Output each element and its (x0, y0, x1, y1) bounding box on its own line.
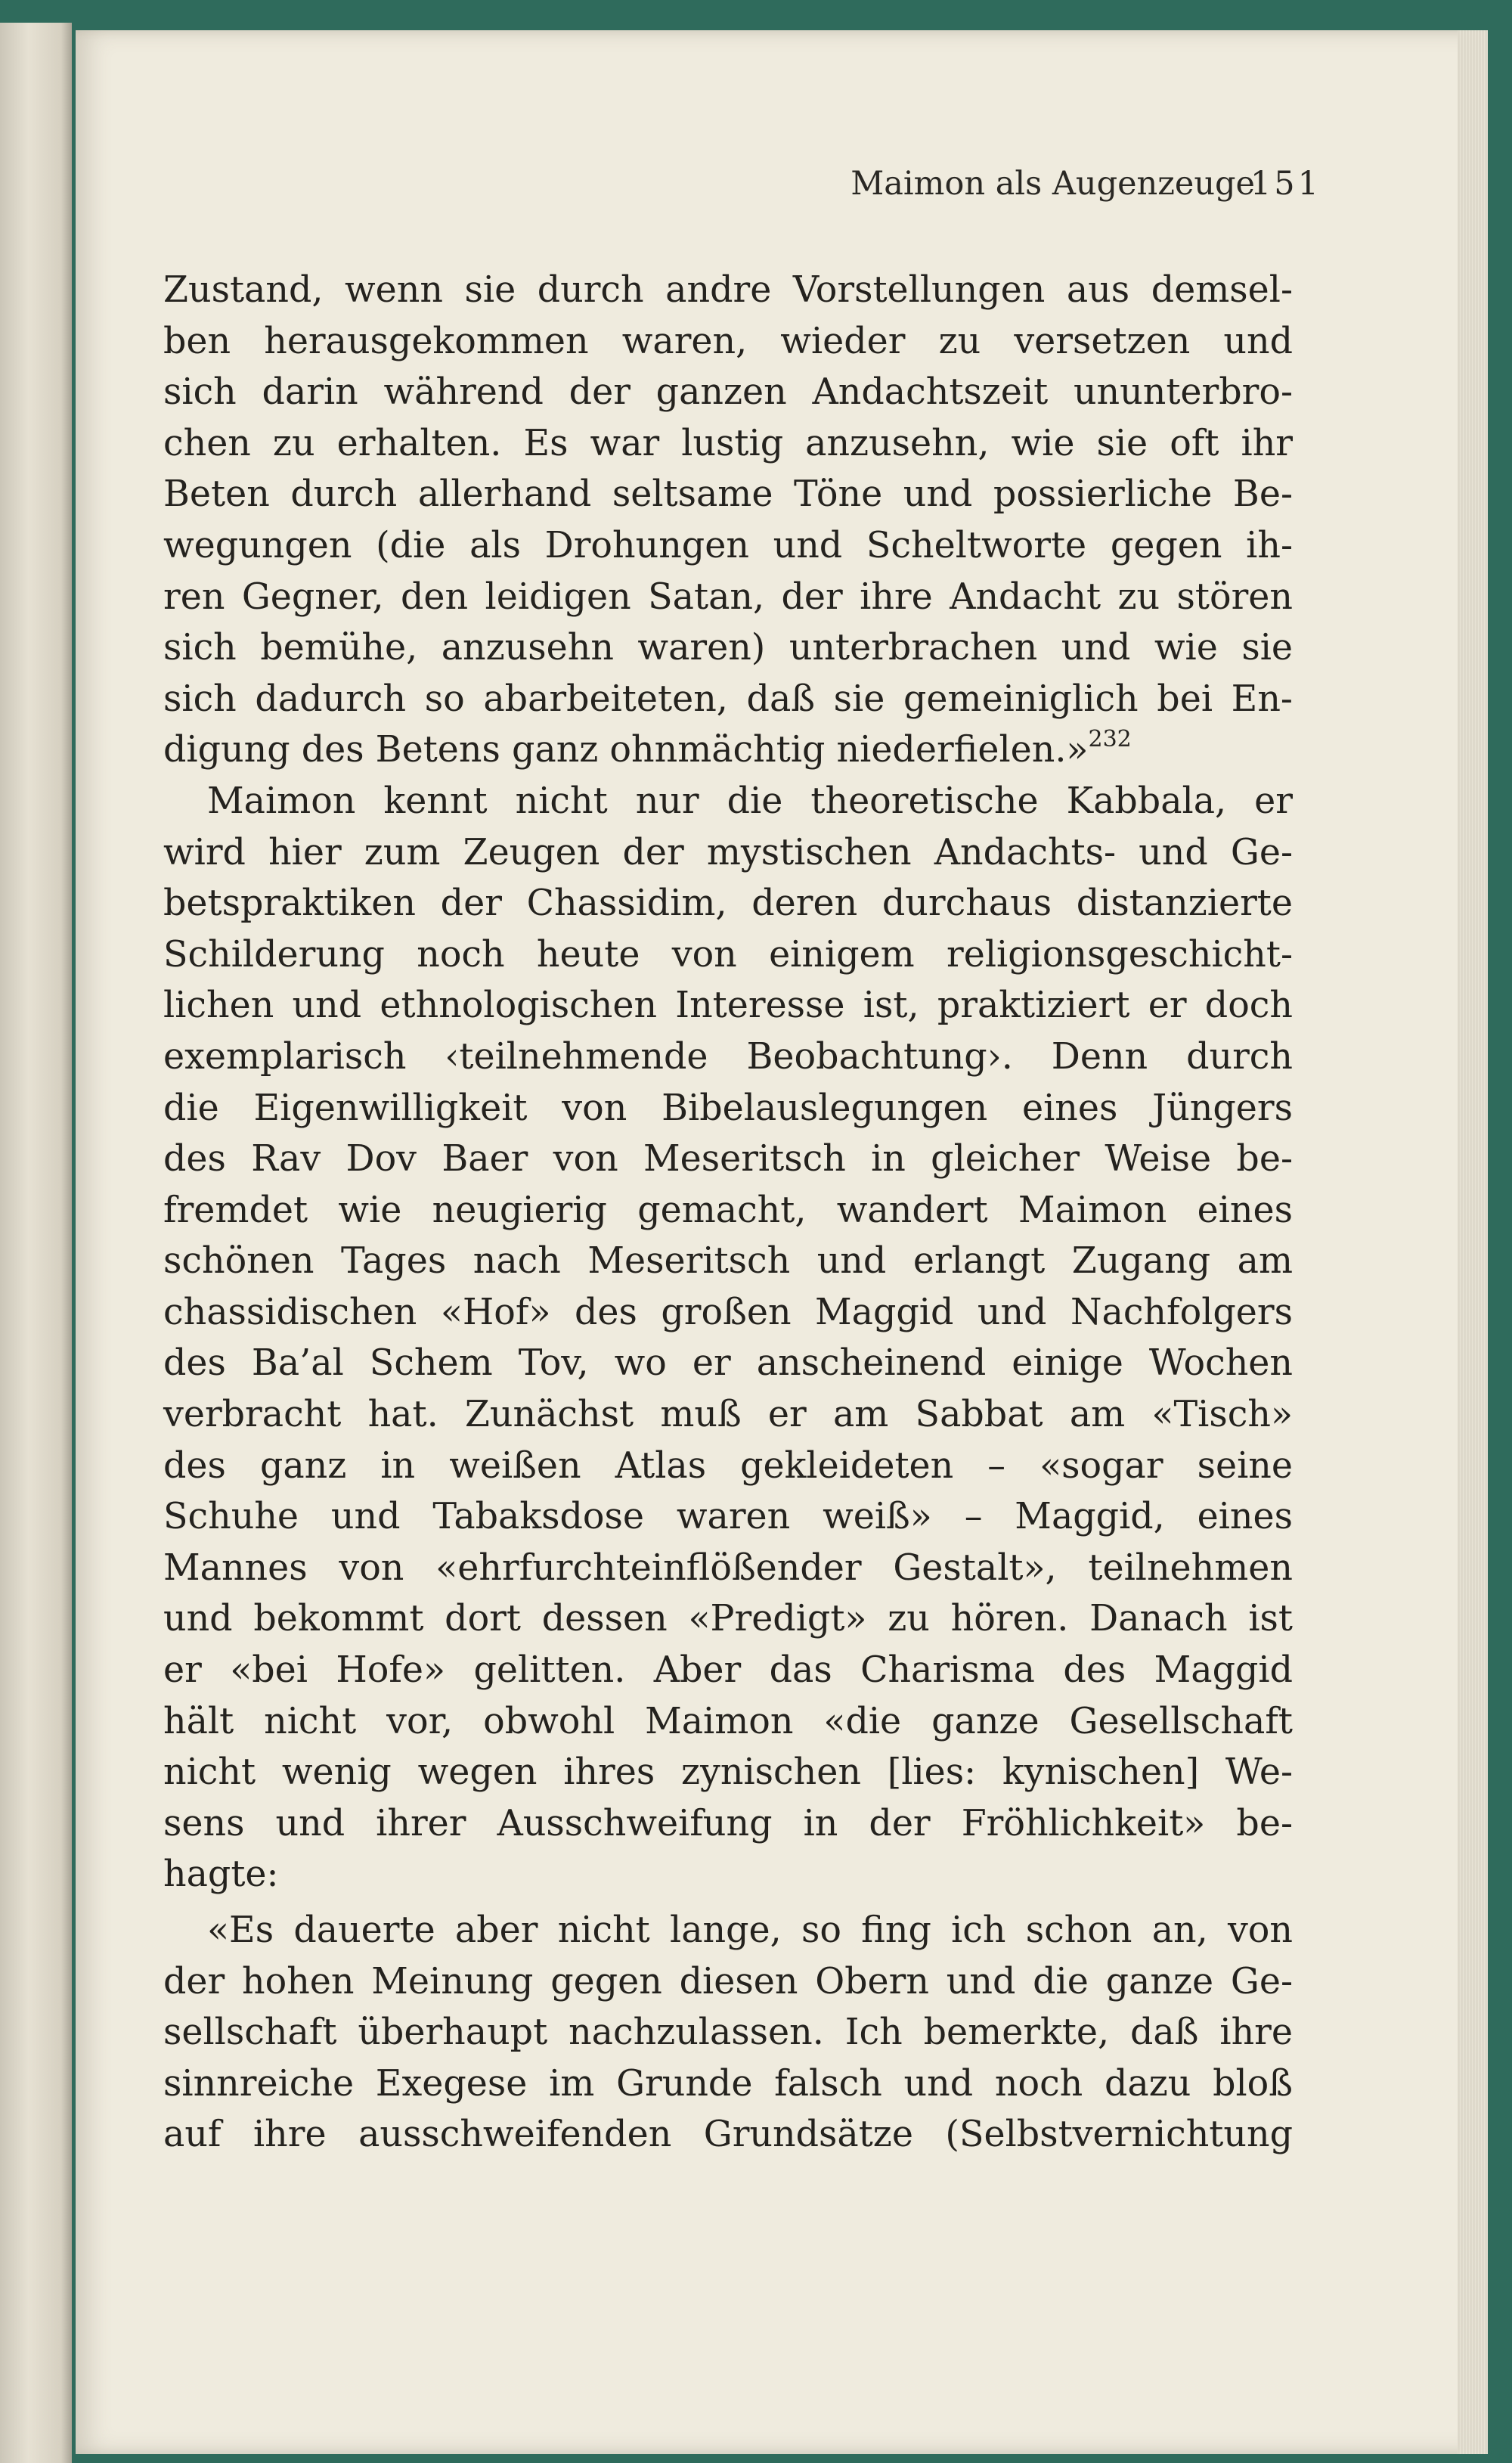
text-line: ren Gegner, den leidigen Satan, der ihre Andacht zu stören (163, 575, 1293, 618)
paragraph-1 (163, 265, 1293, 776)
body-text (163, 265, 1293, 2161)
text-line: er «bei Hofe» gelitten. Aber das Charisma des Maggid (163, 1649, 1293, 1692)
text-line: verbracht hat. Zunächst muß er am Sabbat am «Tisch» (163, 1394, 1293, 1436)
text-line: betspraktiken der Chassidim, deren durchaus distanzierte (163, 883, 1293, 925)
page-number: 151 (1250, 165, 1321, 203)
text-line: «Es dauerte aber nicht lange, so fing ich schon an, von (207, 1909, 1293, 1951)
text-line: lichen und ethnologischen Interesse ist, praktiziert er doch (163, 985, 1293, 1027)
text-line: wird hier zum Zeugen der mystischen Andachts- und Ge- (163, 831, 1293, 873)
book-page (76, 30, 1488, 2454)
paragraph-3-quotation (163, 1905, 1293, 2161)
text-line: Schilderung noch heute von einigem religionsgeschicht- (163, 933, 1293, 976)
text-line: hält nicht vor, obwohl Maimon «die ganze Gesellschaft (163, 1700, 1293, 1742)
running-head (76, 165, 1488, 218)
text-line: Schuhe und Tabaksdose waren weiß» – Maggid, eines (163, 1496, 1293, 1538)
text-line: Beten durch allerhand seltsame Töne und possierliche Be- (163, 473, 1293, 516)
text-line: sich dadurch so abarbeiteten, daß sie gemeiniglich bei En- (163, 678, 1293, 720)
page-fore-edge (1458, 30, 1488, 2454)
text-line-content: digung des Betens ganz ohnmächtig niederfielen.» (163, 729, 1089, 771)
text-line: des Rav Dov Baer von Meseritsch in gleicher Weise be- (163, 1138, 1293, 1180)
text-line: nicht wenig wegen ihres zynischen [lies: kynischen] We- (163, 1751, 1293, 1794)
text-line: auf ihre ausschweifenden Grundsätze (Selbstvernichtung (163, 2114, 1293, 2156)
paragraph-2 (163, 776, 1293, 1900)
text-line: wegungen (die als Drohungen und Scheltworte gegen ih- (163, 524, 1293, 566)
text-line: die Eigenwilligkeit von Bibelauslegungen eines Jüngers (163, 1087, 1293, 1129)
text-line: exemplarisch ‹teilnehmende Beobachtung›. Denn durch (163, 1035, 1293, 1078)
text-line: schönen Tages nach Meseritsch und erlangt Zugang am (163, 1240, 1293, 1283)
text-line: sellschaft überhaupt nachzulassen. Ich bemerkte, daß ihre (163, 2012, 1293, 2054)
text-line: sich bemühe, anzusehn waren) unterbrachen und wie sie (163, 627, 1293, 669)
footnote-reference: 232 (1088, 726, 1132, 753)
text-line: und bekommt dort dessen «Predigt» zu hören. Danach ist (163, 1598, 1293, 1640)
text-line: des Ba’al Schem Tov, wo er anscheinend einige Wochen (163, 1342, 1293, 1385)
text-line: ben herausgekommen waren, wieder zu versetzen und (163, 320, 1293, 362)
text-line: hagte: (163, 1853, 279, 1896)
text-line: chassidischen «Hof» des großen Maggid und Nachfolgers (163, 1291, 1293, 1333)
running-head-title: Maimon als Augenzeuge (850, 165, 1255, 203)
text-line-with-footnote (163, 724, 1293, 776)
text-line: der hohen Meinung gegen diesen Obern und die ganze Ge- (163, 1960, 1293, 2002)
text-line: Mannes von «ehrfurchteinflößender Gestalt», teilnehmen (163, 1546, 1293, 1589)
text-line: sens und ihrer Ausschweifung in der Fröhlichkeit» be- (163, 1802, 1293, 1844)
text-line: des ganz in weißen Atlas gekleideten – «sogar seine (163, 1444, 1293, 1487)
text-line: Maimon kennt nicht nur die theoretische Kabbala, er (207, 780, 1293, 822)
text-line: sich darin während der ganzen Andachtszeit ununterbro- (163, 371, 1293, 414)
text-line: Zustand, wenn sie durch andre Vorstellungen aus demsel- (163, 269, 1293, 311)
text-line: fremdet wie neugierig gemacht, wandert Maimon eines (163, 1189, 1293, 1231)
text-line: chen zu erhalten. Es war lustig anzusehn, wie sie oft ihr (163, 422, 1293, 464)
text-line: sinnreiche Exegese im Grunde falsch und noch dazu bloß (163, 2062, 1293, 2105)
previous-page-edge (0, 23, 72, 2463)
